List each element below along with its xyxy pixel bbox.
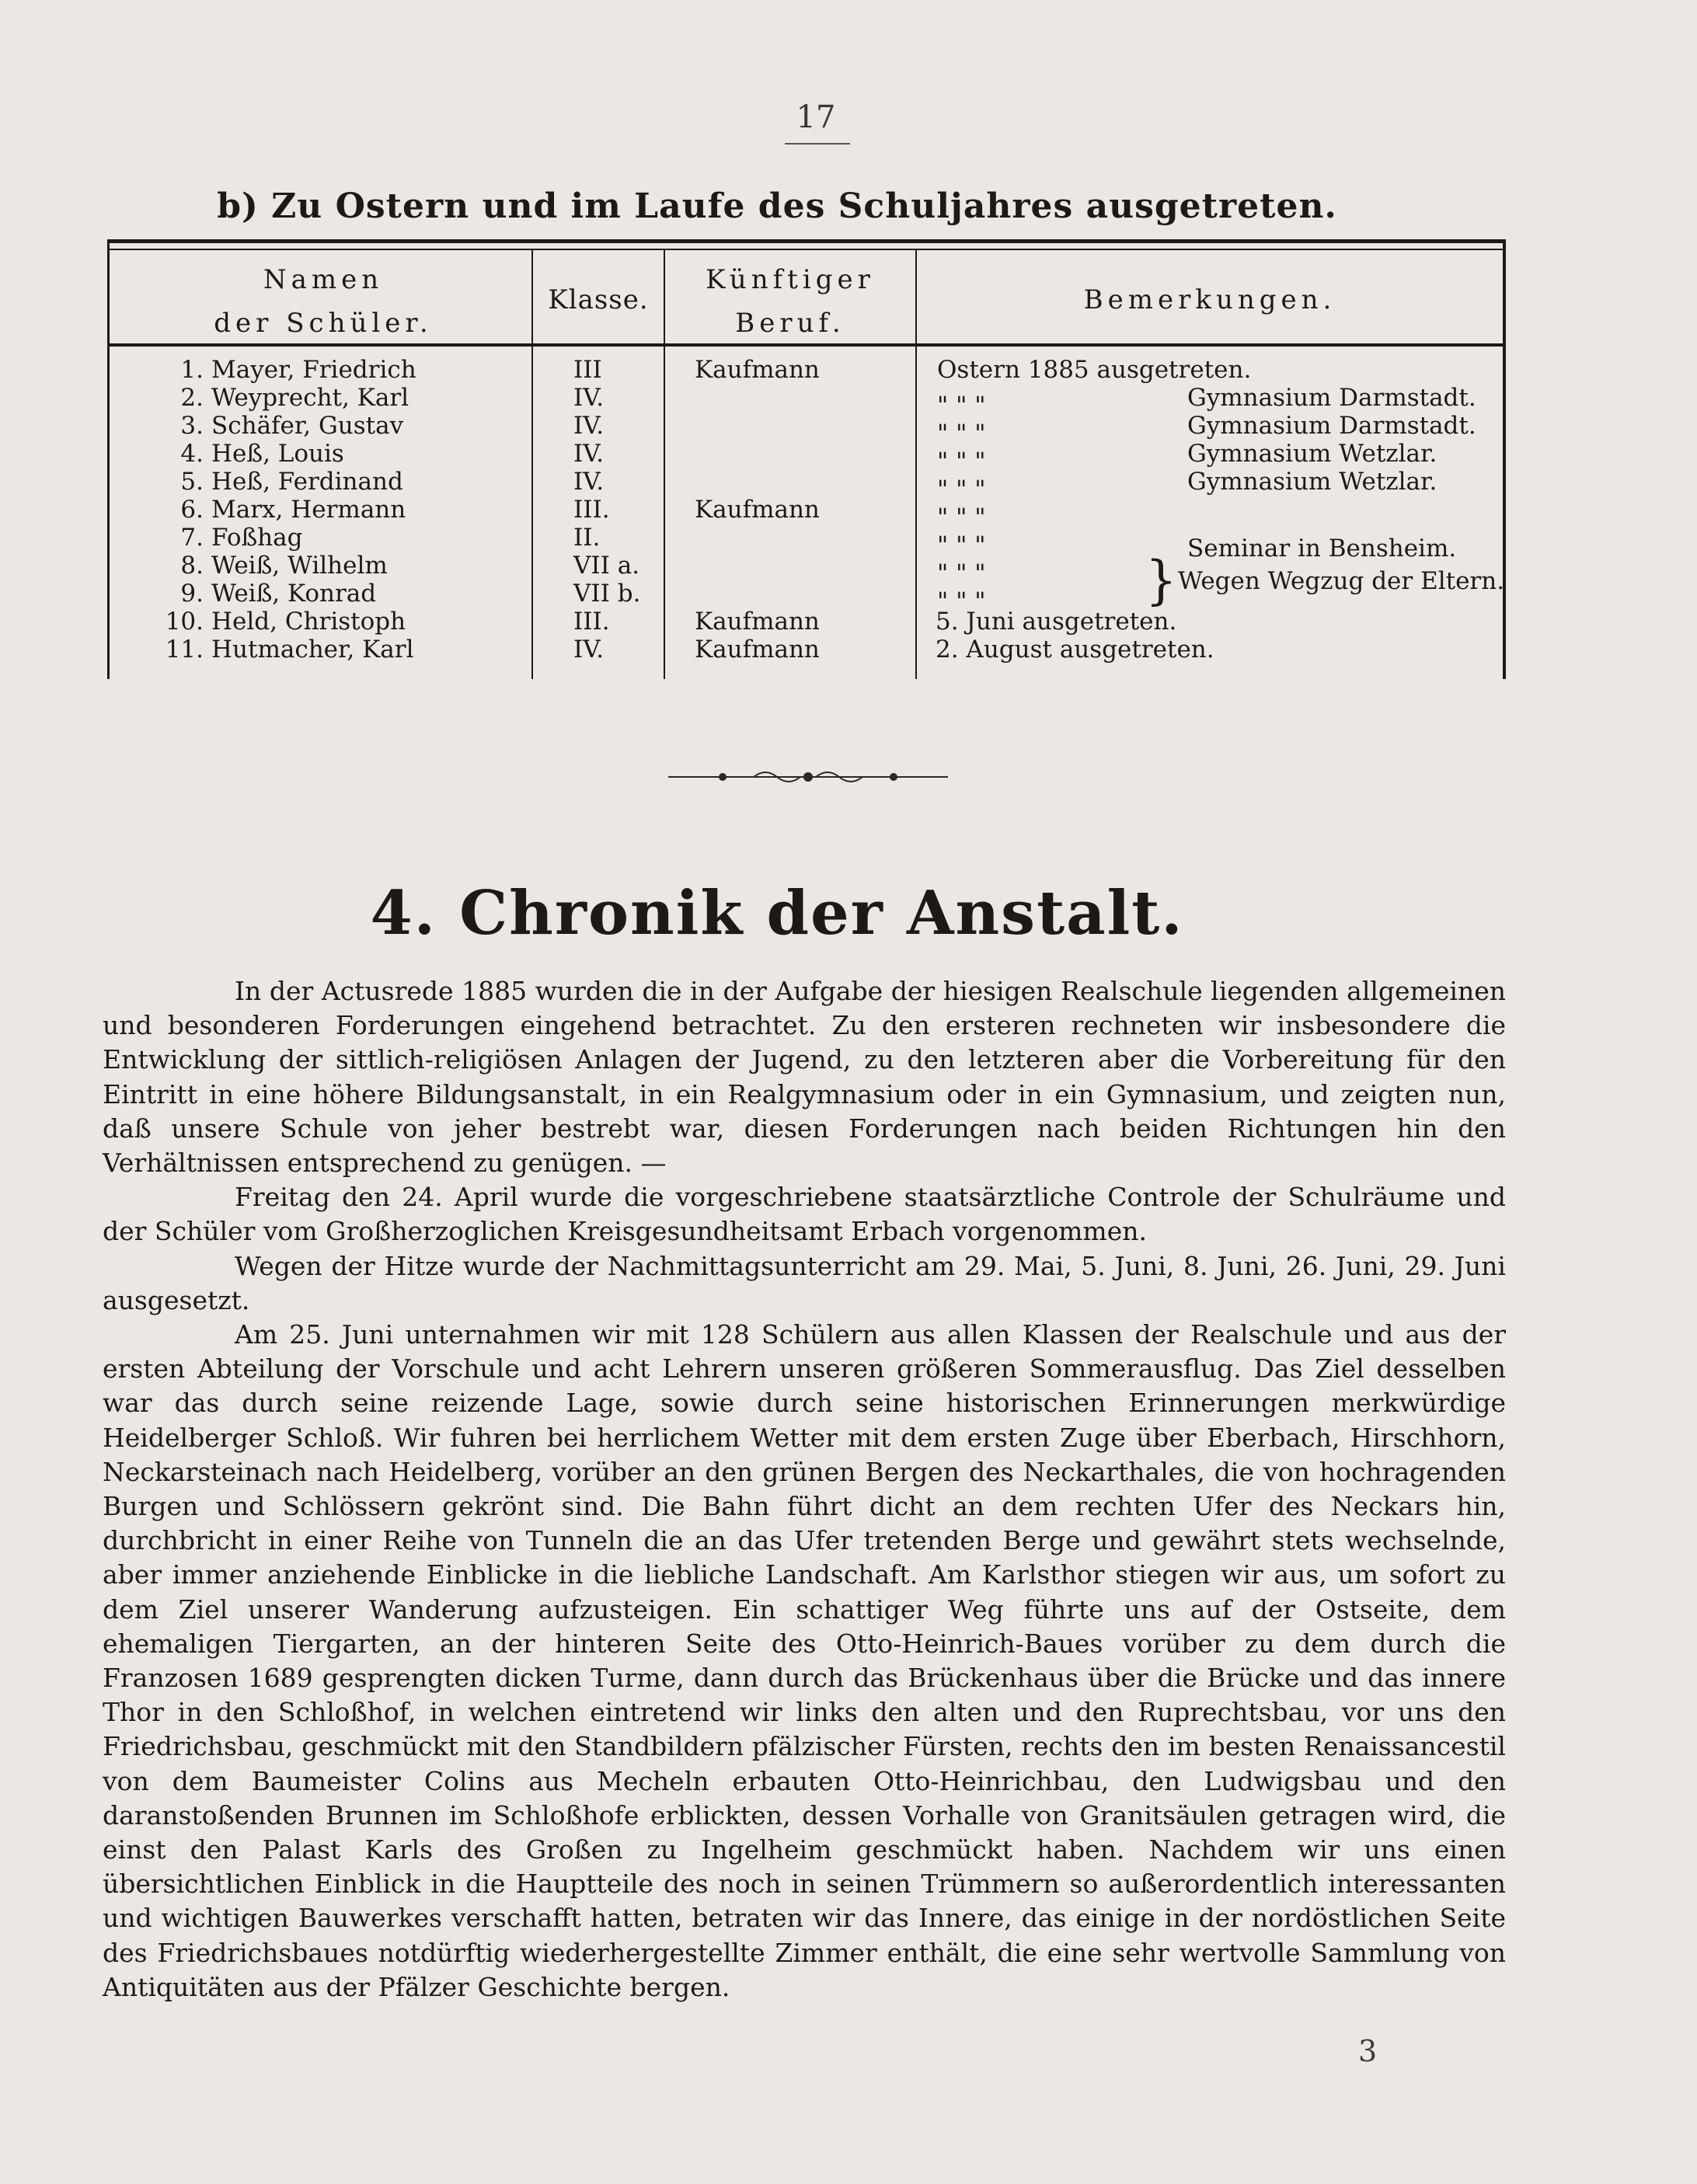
paragraph-actusrede: In der Actusrede 1885 wurden die in der Aufgabe der hiesigen Realschule liegenden allgemeinen und besonderen Forderungen eingehend betrachtet. Zu den ersteren rechneten wir insbesondere die Entwicklung der sittlich-religiösen Anlagen der Jugend, zu den letzteren aber die Vorbereitung für den Eintritt in eine höhere Bildungsanstalt, in ein Realgymnasium oder in ein Gymnasium, und zeigten nun, daß unsere Schule von jeher bestrebt war, diesen Forderungen nach beiden Richtungen hin den Verhältnissen entsprechend zu genügen. — <box>103 976 1506 1179</box>
student-class: III. <box>573 608 610 636</box>
student-name: Held, Christoph <box>211 608 406 636</box>
chronicle-body <box>103 974 1506 2005</box>
future-profession: Kaufmann <box>695 636 820 664</box>
student-class: IV. <box>573 384 605 412</box>
table-row <box>107 636 1506 664</box>
student-class: IV. <box>573 636 605 664</box>
paragraph-controle: Freitag den 24. April wurde die vorgeschriebene staatsärztliche Controle der Schulräume und der Schüler vom Großherzoglichen Kreisgesundheitsamt Erbach vorgenommen. <box>103 1182 1506 1247</box>
remark: 2. August ausgetreten. <box>936 636 1214 664</box>
student-class: III. <box>573 496 610 524</box>
header-names-line1: Namen <box>263 264 384 295</box>
student-name: Schäfer, Gustav <box>211 412 404 440</box>
remark: " " " <box>937 475 986 503</box>
student-name: Foßhag <box>211 524 303 552</box>
table-row <box>107 440 1506 475</box>
header-job-line1: Künftiger <box>706 264 875 295</box>
page-number-rule <box>785 143 850 145</box>
student-name: Marx, Hermann <box>211 496 406 524</box>
row-number: 2. <box>180 384 204 412</box>
ornament-divider <box>668 765 948 789</box>
paragraph-ausflug: Am 25. Juni unternahmen wir mit 128 Schülern aus allen Klassen der Realschule und aus der ersten Abteilung der Vorschule und acht Lehrern unseren größeren Sommerausflug. Das Ziel desselben war das durch seine reizende Lage, sowie durch seine historischen Erinnerungen merkwürdige Heidelberger Schloß. Wir fuhren bei herrlichem Wetter mit dem ersten Zuge über Eberbach, Hirschhorn, Neckarsteinach nach Heidelberg, vorüber an den grünen Bergen des Neckarthales, die von hochragenden Burgen und Schlössern gekrönt sind. Die Bahn führt dicht an dem rechten Ufer des Neckars hin, durchbricht in einer Reihe von Tunneln die an das Ufer tretenden Berge und gewährt stets wechselnde, aber immer anziehende Einblicke in die liebliche Landschaft. Am Karlsthor stiegen wir aus, um sofort zu dem Ziel unserer Wanderung aufzusteigen. Ein schattiger Weg führte uns auf der Ostseite, dem ehemaligen Tiergarten, an der hinteren Seite des Otto-Heinrich-Baues vorüber zu dem durch die Franzosen 1689 gesprengten dicken Turme, dann durch das Brückenhaus über die Brücke und das innere Thor in den Schloßhof, in welchen eintretend wir links den alten und den Ruprechtsbau, vor uns den Friedrichsbau, geschmückt mit den Standbildern pfälzischer Fürsten, rechts den im besten Renaissancestil von dem Baumeister Colins aus Mecheln erbauten Otto-Heinrichbau, den Ludwigsbau und den daranstoßenden Brunnen im Schloßhofe erblickten, dessen Vorhalle von Granitsäulen getragen wird, die einst den Palast Karls des Großen zu Ingelheim geschmückt haben. Nachdem wir uns einen übersichtlichen Einblick in die Hauptteile des noch in seinen Trümmern so außerordentlich interessanten und wichtigen Bauwerkes verschafft hatten, betraten wir das Innere, das einige in der nordöstlichen Seite des Friedrichsbaues notdürftig wiederhergestellte Zimmer enthält, die eine sehr wertvolle Sammlung von Antiquitäten aus der Pfälzer Geschichte bergen. <box>103 1319 1506 2002</box>
remark: " " " <box>937 531 986 559</box>
student-name: Heß, Louis <box>211 440 344 468</box>
paragraph-hitze: Wegen der Hitze wurde der Nachmittagsunterricht am 29. Mai, 5. Juni, 8. Juni, 26. Juni, 29. Juni ausgesetzt. <box>103 1250 1506 1315</box>
row-number: 8. <box>180 552 204 580</box>
remark-destination: Gymnasium Wetzlar. <box>1187 440 1437 468</box>
brace-symbol: } <box>1145 551 1177 611</box>
student-class: IV. <box>573 412 605 440</box>
row-number: 1. <box>180 356 204 384</box>
remark: Ostern 1885 ausgetreten. <box>937 356 1252 384</box>
student-class: IV. <box>573 440 605 468</box>
row-number: 6. <box>180 496 204 524</box>
student-class: VII b. <box>573 580 641 608</box>
table-row <box>107 524 1506 563</box>
chronicle-title: 4. Chronik der Anstalt. <box>370 878 1184 949</box>
table-row <box>107 496 1506 531</box>
header-names-line2: der Schüler. <box>214 308 433 339</box>
row-number: 4. <box>180 440 204 468</box>
table-top-rule <box>107 239 1506 243</box>
future-profession: Kaufmann <box>695 608 820 636</box>
remark-destination: Gymnasium Darmstadt. <box>1187 384 1476 412</box>
student-name: Heß, Ferdinand <box>211 468 403 496</box>
row-number: 7. <box>180 524 204 552</box>
header-job <box>665 258 915 345</box>
remark: 5. Juni ausgetreten. <box>936 608 1177 636</box>
section-heading: b) Zu Ostern und im Laufe des Schuljahres ausgetreten. <box>217 186 1337 226</box>
brace-note: Wegen Wegzug der Eltern. <box>1178 567 1505 595</box>
student-name: Weiß, Wilhelm <box>211 552 388 580</box>
table-row <box>107 384 1506 420</box>
header-class: Klasse. <box>548 284 649 315</box>
student-name: Hutmacher, Karl <box>211 636 414 664</box>
remark: " " " <box>937 420 986 448</box>
student-name: Weyprecht, Karl <box>211 384 409 412</box>
row-number: 9. <box>180 580 204 608</box>
header-names <box>115 258 531 345</box>
row-number: 10. <box>165 608 204 636</box>
future-profession: Kaufmann <box>695 356 820 384</box>
table-row <box>107 356 1506 384</box>
remark-destination: Seminar in Bensheim. <box>1187 535 1457 563</box>
footer-signature-number: 3 <box>1358 2034 1378 2068</box>
page-number: 17 <box>796 99 836 135</box>
header-remarks: Bemerkungen. <box>1083 284 1336 315</box>
table-top-rule-thin <box>107 249 1506 250</box>
student-class: II. <box>573 524 601 552</box>
table-row <box>107 412 1506 448</box>
remark-destination: Gymnasium Wetzlar. <box>1187 468 1437 496</box>
student-name: Weiß, Konrad <box>211 580 377 608</box>
future-profession: Kaufmann <box>695 496 820 524</box>
remark-destination: Gymnasium Darmstadt. <box>1187 412 1476 440</box>
table-row <box>107 468 1506 503</box>
remark: " " " <box>937 559 986 587</box>
header-job-line2: Beruf. <box>735 308 845 339</box>
remark: " " " <box>937 392 986 420</box>
withdrawn-students-table <box>107 239 1506 681</box>
student-class: IV. <box>573 468 605 496</box>
row-number: 3. <box>180 412 204 440</box>
table-row <box>107 608 1506 636</box>
student-class: VII a. <box>573 552 640 580</box>
student-class: III <box>573 356 602 384</box>
row-number: 5. <box>180 468 204 496</box>
remark: " " " <box>937 448 986 475</box>
student-name: Mayer, Friedrich <box>211 356 416 384</box>
remark: " " " <box>937 503 986 531</box>
row-number: 11. <box>165 636 204 664</box>
remark: " " " <box>937 587 986 615</box>
